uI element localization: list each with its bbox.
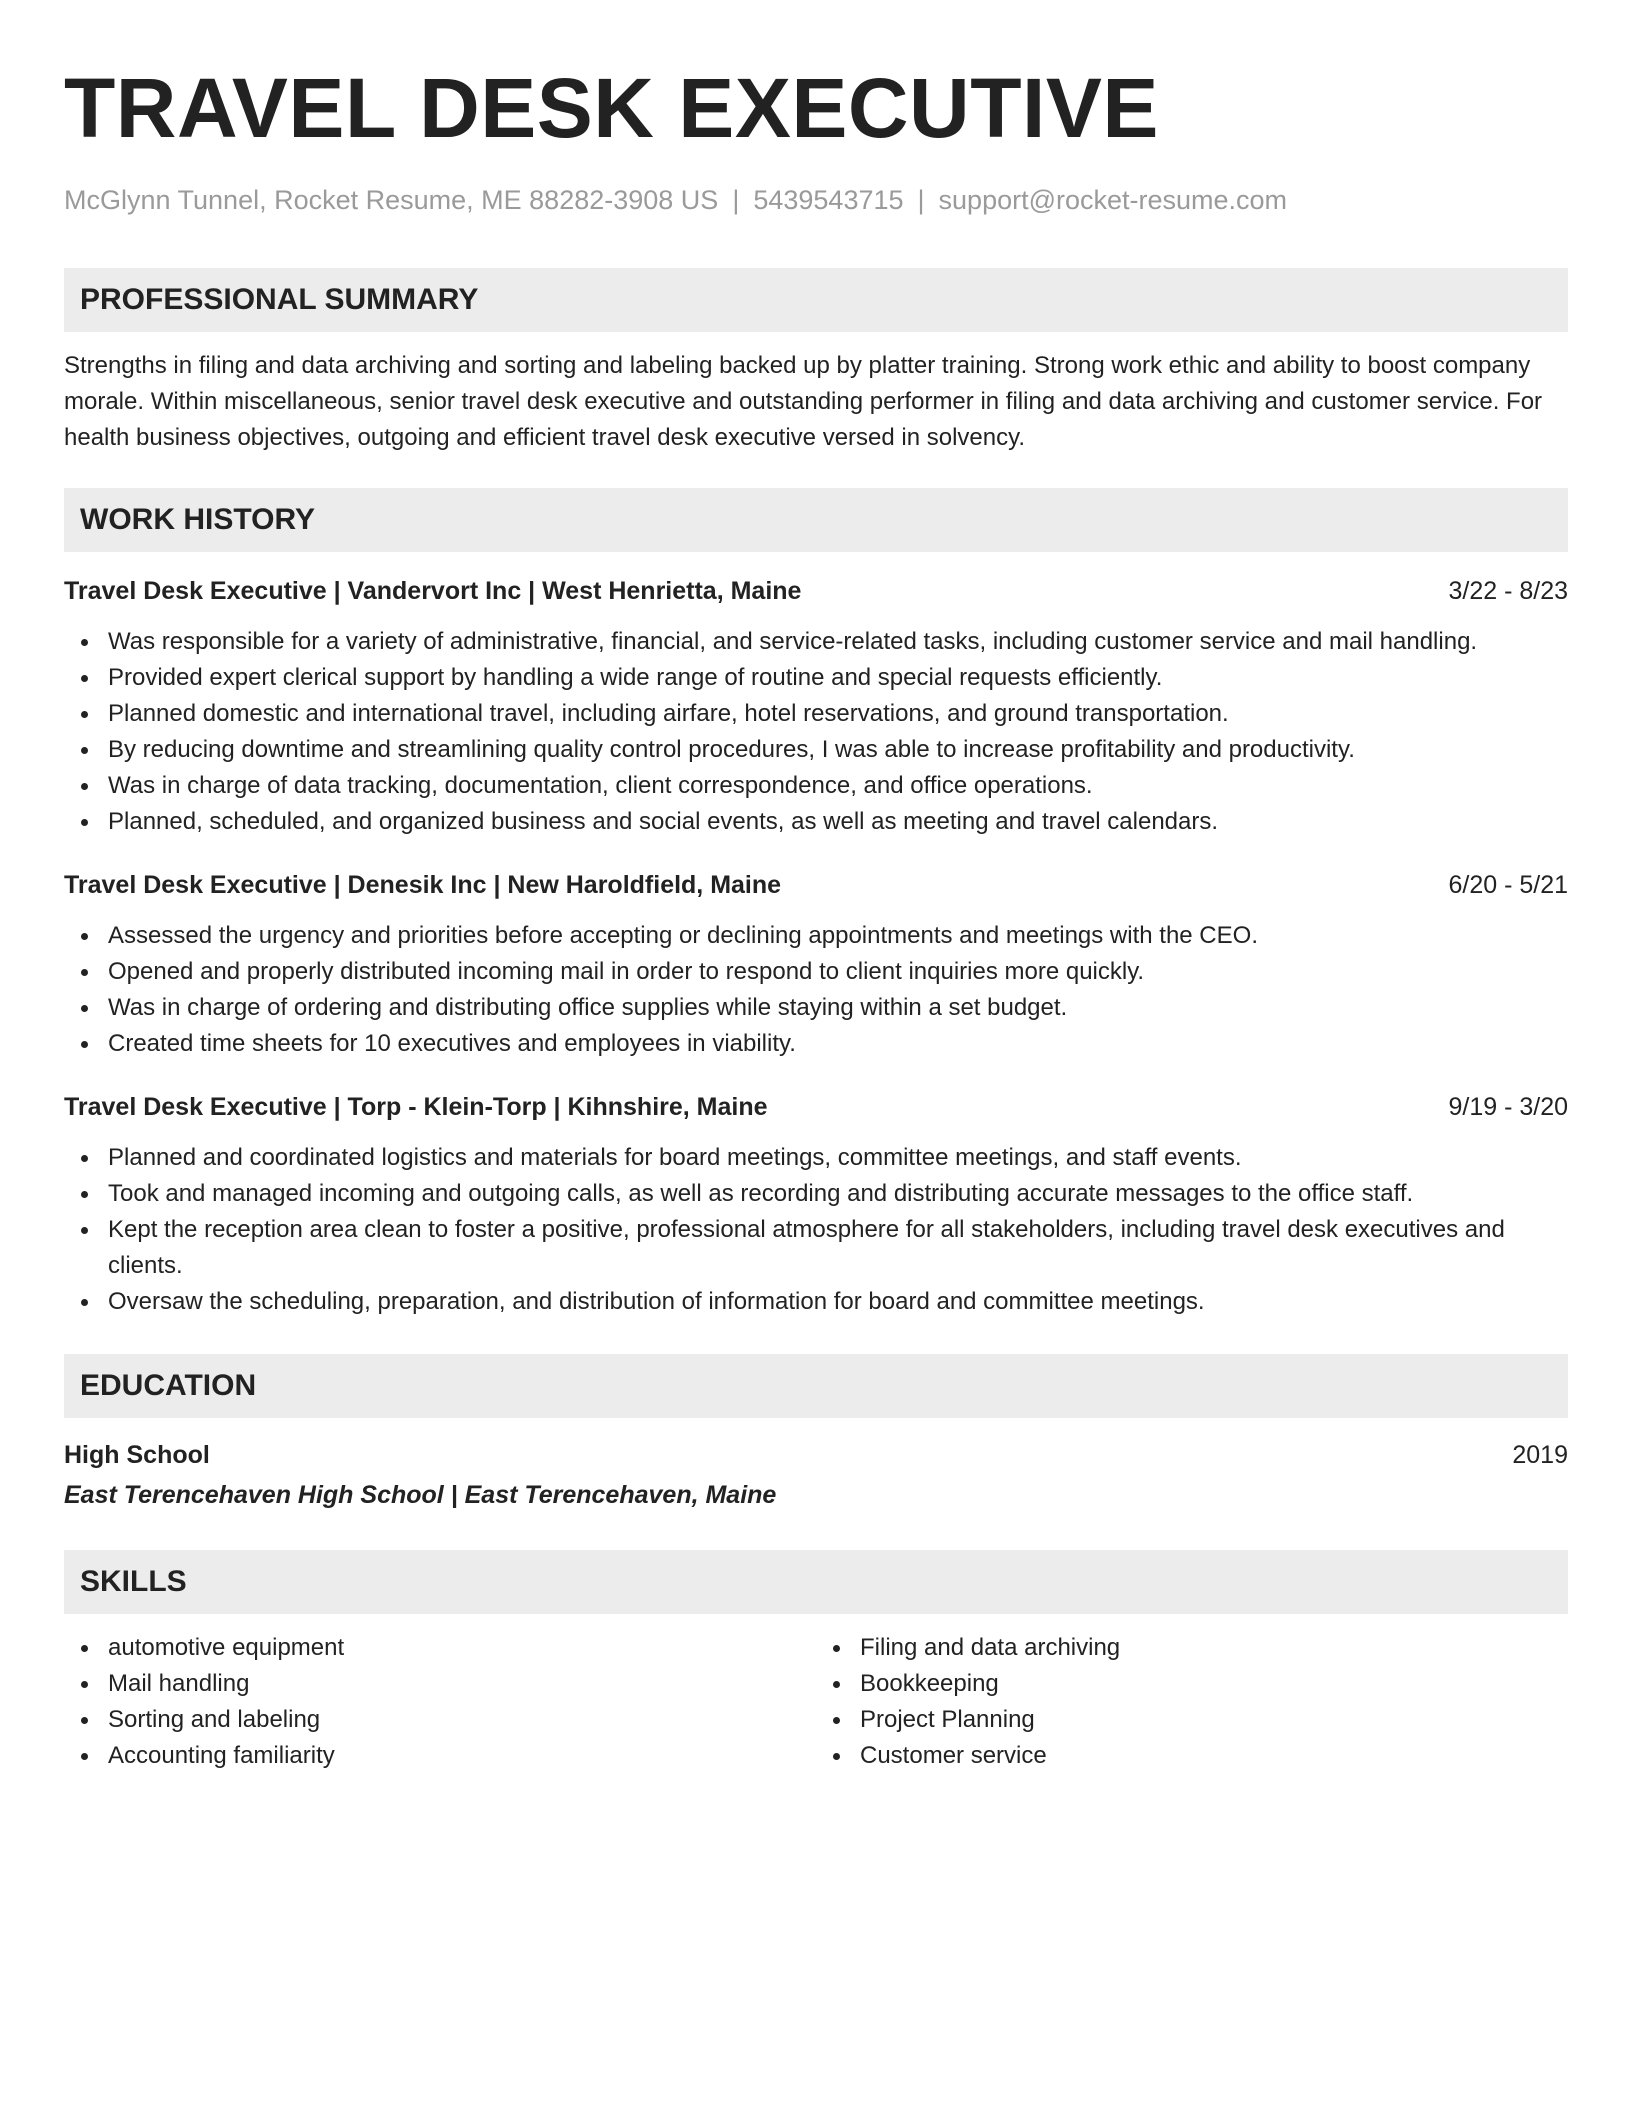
job-title: Travel Desk Executive | Torp - Klein-Torp | Kihnshire, Maine [64, 1093, 768, 1121]
contact-line [64, 182, 1568, 218]
job-dates: 3/22 - 8/23 [1448, 577, 1568, 605]
contact-separator: | [732, 185, 740, 215]
education-year: 2019 [1512, 1441, 1568, 1469]
list-item: Planned and coordinated logistics and materials for board meetings, committee meetings, and staff events. [64, 1140, 1568, 1176]
candidate-title: TRAVEL DESK EXECUTIVE [64, 61, 1159, 155]
list-item: Planned domestic and international travel, including airfare, hotel reservations, and ground transportation. [64, 696, 1568, 732]
skills-column-left [64, 1630, 816, 1774]
education-school: East Terencehaven High School | East Terencehaven, Maine [64, 1481, 777, 1509]
contact-email: support@rocket-resume.com [938, 185, 1288, 215]
job-dates: 6/20 - 5/21 [1448, 871, 1568, 899]
education-entry [64, 1438, 1568, 1512]
list-item: Was in charge of data tracking, documentation, client correspondence, and office operations. [64, 768, 1568, 804]
job-bullets [64, 1140, 1568, 1320]
contact-separator: | [917, 185, 925, 215]
job-bullets [64, 918, 1568, 1062]
list-item: Opened and properly distributed incoming mail in order to respond to client inquiries more quickly. [64, 954, 1568, 990]
skills-column-right [816, 1630, 1568, 1774]
job-title: Travel Desk Executive | Vandervort Inc | West Henrietta, Maine [64, 577, 802, 605]
education-degree: High School [64, 1441, 210, 1469]
list-item: Created time sheets for 10 executives and employees in viability. [64, 1026, 1568, 1062]
list-item: Was responsible for a variety of administrative, financial, and service-related tasks, including customer service and mail handling. [64, 624, 1568, 660]
skill-item: automotive equipment [64, 1630, 816, 1666]
section-heading-summary: PROFESSIONAL SUMMARY [64, 268, 1568, 332]
skill-item: Sorting and labeling [64, 1702, 816, 1738]
list-item: Took and managed incoming and outgoing calls, as well as recording and distributing accurate messages to the office staff. [64, 1176, 1568, 1212]
skills-list [64, 1630, 1568, 1774]
skill-item: Accounting familiarity [64, 1738, 816, 1774]
skill-item: Mail handling [64, 1666, 816, 1702]
job-dates: 9/19 - 3/20 [1448, 1093, 1568, 1121]
list-item: Kept the reception area clean to foster a positive, professional atmosphere for all stakeholders, including travel desk executives and clients. [64, 1212, 1568, 1284]
summary-text: Strengths in filing and data archiving and sorting and labeling backed up by platter training. Strong work ethic and ability to boost company morale. Within miscellaneous, senior travel desk executive and outstanding performer in filing and data archiving and customer service. For health business objectives, outgoing and efficient travel desk executive versed in solvency. [64, 352, 1543, 451]
section-heading-education: EDUCATION [64, 1354, 1568, 1418]
section-heading-skills: SKILLS [64, 1550, 1568, 1614]
skill-item: Filing and data archiving [816, 1630, 1568, 1666]
job-entry [64, 1090, 1568, 1320]
job-entry [64, 868, 1568, 1062]
list-item: Assessed the urgency and priorities before accepting or declining appointments and meetings with the CEO. [64, 918, 1568, 954]
section-heading-work-history: WORK HISTORY [64, 488, 1568, 552]
contact-phone: 5439543715 [753, 185, 904, 215]
list-item: Provided expert clerical support by handling a wide range of routine and special requests efficiently. [64, 660, 1568, 696]
job-title: Travel Desk Executive | Denesik Inc | New Haroldfield, Maine [64, 871, 782, 899]
skill-item: Project Planning [816, 1702, 1568, 1738]
list-item: Was in charge of ordering and distributing office supplies while staying within a set budget. [64, 990, 1568, 1026]
job-bullets [64, 624, 1568, 840]
job-entry [64, 574, 1568, 840]
skill-item: Customer service [816, 1738, 1568, 1774]
list-item: By reducing downtime and streamlining quality control procedures, I was able to increase profitability and productivity. [64, 732, 1568, 768]
contact-address: McGlynn Tunnel, Rocket Resume, ME 88282-3908 US [64, 185, 719, 215]
list-item: Oversaw the scheduling, preparation, and distribution of information for board and committee meetings. [64, 1284, 1568, 1320]
list-item: Planned, scheduled, and organized business and social events, as well as meeting and travel calendars. [64, 804, 1568, 840]
skill-item: Bookkeeping [816, 1666, 1568, 1702]
